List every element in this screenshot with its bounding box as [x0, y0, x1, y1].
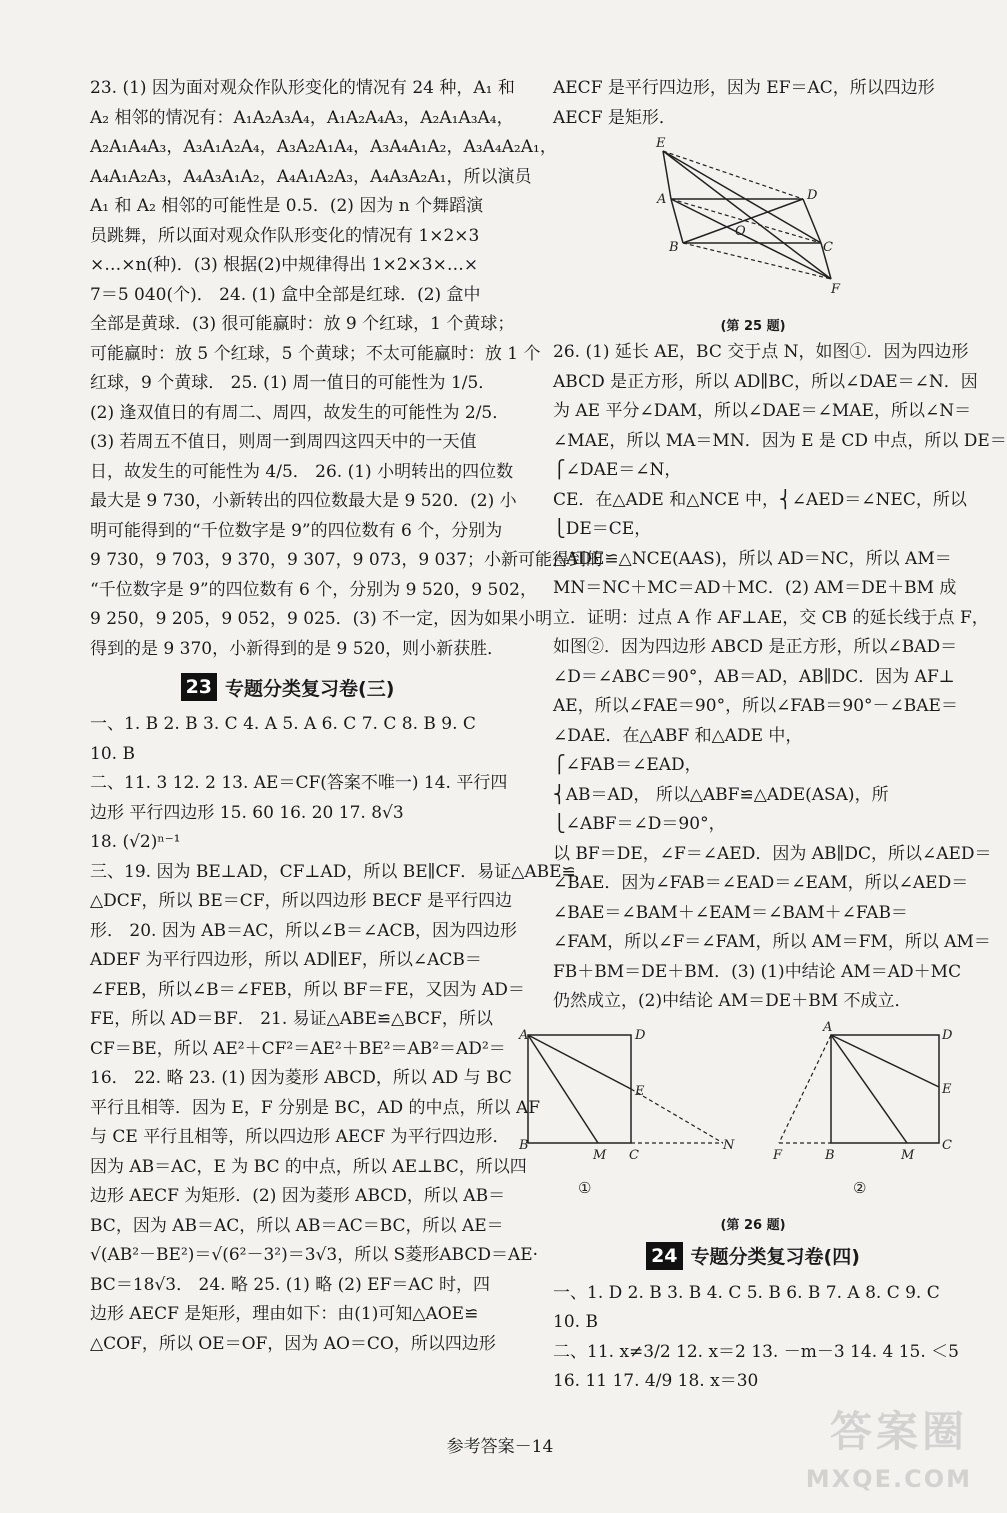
text-line: 得到的是 9 370，小新得到的是 9 520，则小新获胜． — [90, 638, 505, 659]
text-line: ∠BAE．因为∠FAB＝∠EAD＝∠EAM，所以∠AED＝ — [553, 873, 969, 893]
text-line: 形． 20. 因为 AB＝AC，所以∠B＝∠ACB，因为四边形 — [90, 920, 518, 941]
text-line: 边形 AECF 为矩形．(2) 因为菱形 ABCD，所以 AB＝ — [90, 1186, 506, 1206]
answer-block-26 — [553, 338, 1007, 1017]
watermark-domain: MXQE.COM — [805, 1465, 972, 1493]
segment-dc — [803, 199, 821, 243]
text-line: △COF，所以 OE＝OF，因为 AO＝CO，所以四边形 — [90, 1333, 496, 1354]
square-abcd-2 — [831, 1035, 939, 1143]
text-line: 16． 22. 略 23. (1) 因为菱形 ABCD，所以 AD 与 BC — [90, 1068, 512, 1088]
text-line: CE．在△ADE 和△NCE 中，⎨∠AED＝∠NEC，所以 — [553, 489, 967, 510]
text-line: ∠DAE．在△ABF 和△ADE 中， — [553, 725, 803, 746]
text-line: 与 CE 平行且相等，所以四边形 AECF 为平行四边形． — [90, 1127, 510, 1147]
text-line: A₁ 和 A₂ 相邻的可能性是 0.5．(2) 因为 n 个舞蹈演 — [90, 196, 484, 216]
watermark-logo — [778, 1389, 978, 1499]
section-number: 23 — [181, 673, 217, 701]
text-line: △ADE≌△NCE(AAS)，所以 AD＝NC，所以 AM＝ — [553, 548, 952, 569]
fig2-label-c: C — [942, 1137, 952, 1153]
segment-am-1 — [528, 1035, 598, 1143]
section-number: 24 — [646, 1242, 682, 1270]
text-line: “千位数字是 9”的四位数有 6 个，分别为 9 520，9 502， — [90, 579, 537, 600]
label-c: C — [823, 240, 833, 255]
text-line: 三、19. 因为 BE⊥AD，CF⊥AD，所以 BE∥CF．易证△ABE≌ — [90, 861, 576, 882]
text-line: A₄A₁A₂A₃，A₄A₃A₁A₂，A₄A₁A₂A₃，A₄A₃A₂A₁，所以演员 — [90, 166, 532, 187]
text-line: A₂A₁A₄A₃，A₃A₁A₂A₄，A₃A₂A₁A₄，A₃A₄A₁A₂，A₃A₄A₂A₁， — [90, 137, 557, 157]
figure-25-caption: (第 25 题) — [720, 319, 786, 334]
answer-block-review-3 — [90, 710, 576, 1359]
text-line: AECF 是平行四边形，因为 EF＝AC，所以四边形 — [553, 78, 935, 98]
dashed-af-2 — [779, 1035, 831, 1143]
fig1-label-m: M — [593, 1147, 607, 1163]
fig1-label-b: B — [519, 1137, 529, 1153]
text-line: 18. (√2)ⁿ⁻¹ — [90, 832, 181, 852]
text-line: AE，所以∠FAE＝90°，所以∠FAB＝90°－∠BAE＝ — [553, 696, 958, 716]
text-line: CF＝BE，所以 AE²＋CF²＝AE²＋BE²＝AB²＝AD²＝ — [90, 1038, 506, 1059]
label-o: O — [735, 224, 746, 239]
text-line: 边形 AECF 是矩形，理由如下：由(1)可知△AOE≌ — [90, 1304, 479, 1324]
text-line: ABCD 是正方形，所以 AD∥BC，所以∠DAE＝∠N．因 — [553, 371, 978, 392]
text-line: ⎨AB＝AD， 所以△ABF≌△ADE(ASA)，所 — [553, 784, 889, 805]
fig2-label-d: D — [942, 1027, 953, 1043]
watermark-text: 答案圈 — [829, 1407, 968, 1456]
text-line: △DCF，所以 BE＝CF，所以四边形 BECF 是平行四边 — [90, 891, 513, 911]
fig2-marker: ② — [853, 1178, 867, 1197]
text-line: AECF 是矩形． — [553, 107, 676, 128]
text-line: 如图②．因为四边形 ABCD 是正方形，所以∠BAD＝ — [553, 637, 958, 657]
text-line: 10. B — [90, 743, 135, 764]
text-line: 明可能得到的“千位数字是 9”的四位数有 6 个，分别为 — [90, 520, 503, 541]
section-header-24 — [553, 1239, 953, 1273]
text-line: BC，因为 AB＝AC，所以 AB＝AC＝BC，所以 AE＝ — [90, 1215, 504, 1236]
text-line: ×…×n(种)．(3) 根据(2)中规律得出 1×2×3×…× — [90, 255, 479, 275]
text-line: 二、11. x≠3/2 12. x＝2 13. －m－3 14. 4 15. ＜5 — [553, 1341, 959, 1362]
dashed-en-1 — [631, 1089, 723, 1143]
text-line: 一、1. B 2. B 3. C 4. A 5. A 6. C 7. C 8. B 9. C — [90, 714, 476, 734]
page-footer: 参考答案－14 — [446, 1437, 554, 1457]
text-line: 红球，9 个黄球． 25. (1) 周一值日的可能性为 1/5． — [90, 373, 496, 393]
text-line: 一、1. D 2. B 3. B 4. C 5. B 6. B 7. A 8. C 9. C — [553, 1282, 940, 1303]
figure-26-caption: (第 26 题) — [720, 1217, 786, 1233]
right-column — [519, 74, 1007, 1397]
text-line: 可能赢时：放 5 个红球，5 个黄球；不太可能赢时：放 1 个 — [90, 343, 541, 364]
fig2-label-b: B — [825, 1147, 835, 1163]
text-line: ⎧∠FAB＝∠EAD， — [553, 755, 702, 775]
section-title: 专题分类复习卷(四) — [690, 1246, 860, 1268]
text-line: 9 250，9 205，9 052，9 025．(3) 不一定，因为如果小明 — [90, 609, 553, 629]
text-line: MN＝NC＋MC＝AD＋MC．(2) AM＝DE＋BM 成 — [553, 578, 957, 598]
figure-26 — [519, 1017, 953, 1212]
section-title: 专题分类复习卷(三) — [225, 677, 395, 700]
fig1-label-n: N — [723, 1137, 735, 1153]
fig2-label-a: A — [823, 1019, 833, 1035]
fig2-label-e: E — [942, 1081, 952, 1097]
text-line: FE，所以 AD＝BF． 21. 易证△ABE≌△BCF，所以 — [90, 1009, 493, 1029]
text-line: ∠BAE＝∠BAM＋∠EAM＝∠BAM＋∠FAB＝ — [553, 902, 908, 923]
text-line: ⎧∠DAE＝∠N， — [553, 460, 682, 480]
answer-block-review-4 — [553, 1279, 959, 1397]
segment-ef — [663, 151, 831, 279]
text-line: 为 AE 平分∠DAM，所以∠DAE＝∠MAE，所以∠N＝ — [553, 401, 972, 421]
text-line: A₂ 相邻的情况有：A₁A₂A₃A₄，A₁A₂A₄A₃，A₂A₁A₃A₄， — [90, 107, 514, 128]
fig1-label-d: D — [635, 1027, 646, 1043]
text-line: FB＋BM＝DE＋BM．(3) (1)中结论 AM＝AD＋MC — [553, 961, 962, 982]
label-f: F — [831, 282, 841, 297]
text-line: ∠FEB，所以∠B＝∠FEB，所以 BF＝FE，又因为 AD＝ — [90, 979, 525, 1000]
text-line: 最大是 9 730，小新转出的四位数最大是 9 520．(2) 小 — [90, 491, 517, 511]
answer-block-continued — [553, 74, 953, 133]
text-line: (3) 若周五不值日，则周一到周四这四天中的一天值 — [90, 432, 477, 452]
text-line: 16. 11 17. 4/9 18. x＝30 — [553, 1371, 759, 1391]
fig1-label-e: E — [635, 1083, 645, 1099]
segment-am-2 — [831, 1035, 907, 1143]
text-line: 员跳舞，所以面对观众作队形变化的情况有 1×2×3 — [90, 225, 480, 246]
text-line: 26. (1) 延长 AE，BC 交于点 N，如图①．因为四边形 — [553, 342, 969, 362]
text-line: ∠D＝∠ABC＝90°，AB＝AD，AB∥DC．因为 AF⊥ — [553, 666, 955, 687]
text-line: ⎩∠ABF＝∠D＝90°， — [553, 814, 726, 834]
segment-ae-2 — [831, 1035, 939, 1087]
label-b: B — [669, 240, 679, 255]
text-line: ∠FAM，所以∠F＝∠FAM，所以 AM＝FM，所以 AM＝ — [553, 932, 991, 952]
text-line: 平行且相等．因为 E，F 分别是 BC，AD 的中点，所以 AF — [90, 1097, 541, 1118]
text-line: ⎩DE＝CE， — [553, 519, 652, 539]
text-line: ∠MAE，所以 MA＝MN．因为 E 是 CD 中点，所以 DE＝ — [553, 430, 1007, 451]
label-a: A — [657, 192, 667, 207]
label-d: D — [807, 188, 818, 203]
segment-ab — [671, 199, 683, 243]
fig1-label-c: C — [629, 1147, 639, 1163]
section-header-23 — [90, 670, 485, 704]
text-line: 仍然成立，(2)中结论 AM＝DE＋BM 不成立． — [553, 991, 912, 1011]
label-e: E — [656, 136, 666, 151]
text-line: 边形 平行四边形 15. 60 16. 20 17. 8√3 — [90, 802, 404, 823]
text-line: 立．证明：过点 A 作 AF⊥AE，交 CB 的延长线于点 F， — [553, 607, 989, 628]
text-line: 23. (1) 因为面对观众作队形变化的情况有 24 种，A₁ 和 — [90, 78, 515, 98]
text-line: (2) 逢双值日的有周二、周四，故发生的可能性为 2/5． — [90, 402, 510, 423]
figure-25 — [553, 133, 953, 313]
text-line: 10. B — [553, 1312, 598, 1332]
text-line: 二、11. 3 12. 2 13. AE＝CF(答案不唯一) 14. 平行四 — [90, 773, 508, 793]
text-line: 日，故发生的可能性为 4/5． 26. (1) 小明转出的四位数 — [90, 461, 514, 482]
text-line: 7＝5 040(个)． 24. (1) 盒中全部是红球．(2) 盒中 — [90, 284, 481, 305]
text-line: 因为 AB＝AC，E 为 BC 的中点，所以 AE⊥BC，所以四 — [90, 1156, 527, 1177]
fig1-label-a: A — [519, 1027, 529, 1043]
dashed-bf — [683, 243, 831, 279]
text-line: BC＝18√3． 24. 略 25. (1) 略 (2) EF＝AC 时，四 — [90, 1274, 491, 1295]
text-line: √(AB²－BE²)＝√(6²－3²)＝3√3，所以 S菱形ABCD＝AE· — [90, 1245, 539, 1265]
text-line: 以 BF＝DE，∠F＝∠AED．因为 AB∥DC，所以∠AED＝ — [553, 843, 992, 864]
text-line: 全部是黄球．(3) 很可能赢时：放 9 个红球，1 个黄球； — [90, 314, 515, 334]
square-abcd-1 — [528, 1035, 631, 1143]
text-line: ADEF 为平行四边形，所以 AD∥EF，所以∠ACB＝ — [90, 950, 482, 970]
fig2-label-m: M — [901, 1147, 915, 1163]
fig2-label-f: F — [773, 1147, 783, 1163]
fig1-marker: ① — [578, 1178, 592, 1197]
segment-ae-1 — [528, 1035, 631, 1089]
text-line: 9 730，9 703，9 370，9 307，9 073，9 037；小新可能得到的 — [90, 550, 604, 570]
